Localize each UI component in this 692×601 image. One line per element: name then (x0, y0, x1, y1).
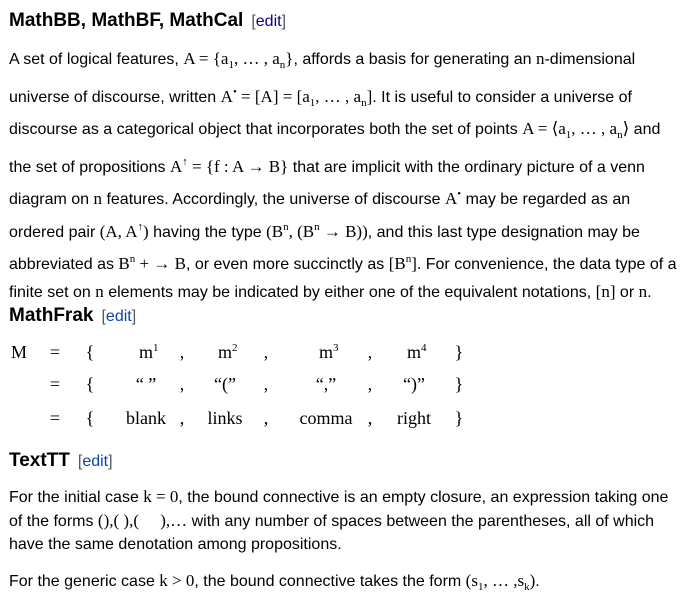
matrix-open-brace: { (85, 342, 95, 362)
matrix-equals: = (49, 342, 61, 362)
section-title: MathBB, MathBF, MathCal (9, 10, 244, 31)
edit-section-link-wrapper: [edit] (101, 308, 137, 325)
edit-section-link-wrapper: [edit] (251, 13, 287, 30)
matrix-cell: m 1 (138, 342, 159, 362)
matrix-equals: = (49, 408, 61, 428)
matrix-cell: right (397, 408, 431, 428)
matrix-cell: m 2 (217, 342, 238, 362)
edit-link[interactable]: edit (255, 13, 282, 30)
matrix-cell: comma (299, 408, 353, 428)
matrix-cell: “,” (315, 374, 337, 394)
matrix-close-brace: } (454, 342, 464, 362)
matrix-comma: , (179, 408, 185, 428)
paragraph-logical-features: A set of logical features, $A = \{a_1$, … , $a_n$}, affords a basis for generating an n-dimensional universe of discourse, written $A^• = [A] = [a_1$, … , $a_n$]. It is useful to consider a universe of discourse as a categorical object that incorporates both the set of points $A = ⟨a_1$, … , $a_n⟩$ and the set of propositions A↑ = {f : A → B} that are implicit with the ordinary picture of a venn diagram on n features. Accordingly, the universe of discourse A• may be regarded as an ordered pair (A, A↑) having the type ($B^n$, $(B^n \to B)$), and this last type designation may be abbreviated as $B^n$ + → B, or even more succinctly as $[B^n]$. For convenience, the data type of a finite set on n elements may be indicated by either one of the equivalent notations, [n] or n. (9, 49, 677, 301)
matrix-comma: , (179, 374, 185, 394)
matrix-cell: “(” (214, 374, 236, 394)
matrix-open-brace: { (85, 408, 95, 428)
matrix-open-brace: { (85, 374, 95, 394)
matrix-comma: , (179, 342, 185, 362)
matrix-comma: , (263, 342, 269, 362)
matrix-close-brace: } (454, 374, 464, 394)
matrix-comma: , (263, 374, 269, 394)
edit-section-link-wrapper: [edit] (77, 453, 113, 470)
matrix-comma: , (263, 408, 269, 428)
matrix-cell: m 3 (318, 342, 339, 362)
matrix-comma: , (367, 374, 373, 394)
section-heading-mathfrak (9, 305, 136, 327)
matrix-equals: = (49, 374, 61, 394)
section-heading-mathbb (9, 10, 286, 32)
matrix-cell: “)” (403, 374, 425, 394)
section-title: MathFrak (9, 305, 94, 326)
matrix-comma: , (367, 408, 373, 428)
matrix-cell: links (207, 408, 243, 428)
section-heading-texttt (9, 450, 113, 472)
edit-link[interactable]: edit (82, 453, 109, 470)
matrix-close-brace: } (454, 408, 464, 428)
edit-link[interactable]: edit (105, 308, 132, 325)
paragraph-generic-case: For the generic case k > 0, the bound connective takes the form ($s_1$, … $,s_k$). (9, 571, 540, 593)
matrix-lhs: M (10, 342, 27, 362)
matrix-cell: m 4 (406, 342, 427, 362)
matrix-cell: blank (126, 408, 166, 428)
matrix-cell: “ ” (135, 374, 157, 394)
matrix-comma: , (367, 342, 373, 362)
section-title: TextTT (9, 450, 70, 471)
paragraph-initial-case: For the initial case k = 0, the bound connective is an empty closure, an expression taking one of the forms (),( ),( ),… with any number of spaces between the parentheses, all of which have the same denotation among propositions. (9, 487, 669, 553)
